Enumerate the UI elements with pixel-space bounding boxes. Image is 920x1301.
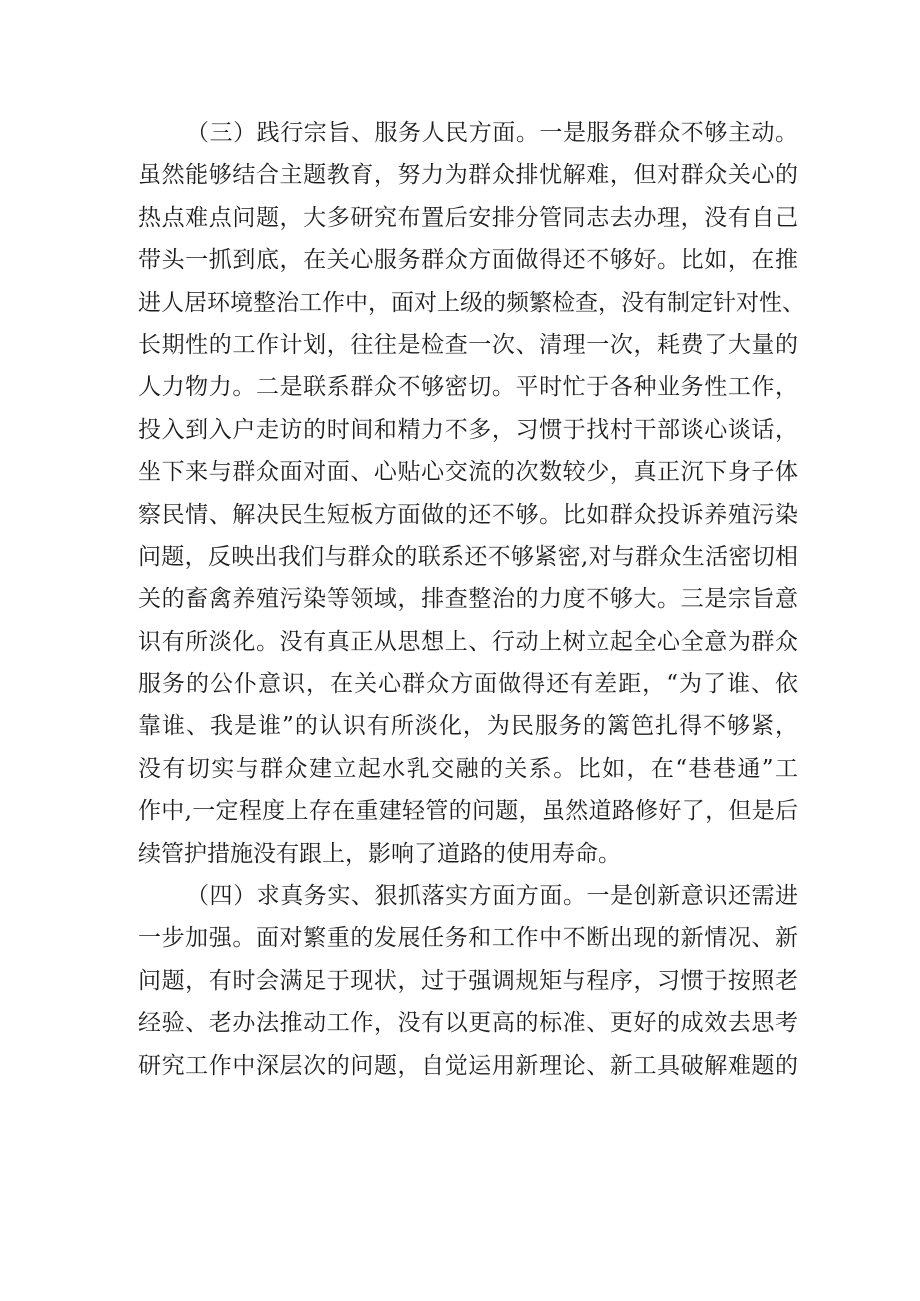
- document-body: [138, 112, 805, 1087]
- text-line: 带头一抓到底，在关心服务群众方面做得还不够好。比如，在推: [138, 247, 798, 274]
- text-line: 经验、老办法推动工作，没有以更高的标准、更好的成效去思考: [138, 1010, 798, 1037]
- text-line: 投入到入户走访的时间和精力不多，习惯于找村干部谈心谈话，: [138, 416, 798, 443]
- text-line: 续管护措施没有跟上，影响了道路的使用寿命。: [138, 840, 621, 867]
- text-line: 服务的公仆意识，在关心群众方面做得还有差距，“为了谁、依: [138, 671, 798, 698]
- text-line: 问题，反映出我们与群众的联系还不够紧密,对与群众生活密切相: [138, 543, 798, 570]
- text-line: 进人居环境整治工作中，面对上级的频繁检查，没有制定针对性、: [138, 289, 805, 316]
- text-line: 坐下来与群众面对面、心贴心交流的次数较少，真正沉下身子体: [138, 459, 798, 486]
- text-line: 关的畜禽养殖污染等领域，排查整治的力度不够大。三是宗旨意: [138, 586, 798, 613]
- text-line: 问题，有时会满足于现状，过于强调规矩与程序，习惯于按照老: [138, 967, 798, 994]
- text-line: 长期性的工作计划，往往是检查一次、清理一次，耗费了大量的: [138, 331, 798, 358]
- paragraph-section-3: [138, 112, 805, 875]
- text-line: 识有所淡化。没有真正从思想上、行动上树立起全心全意为群众: [138, 628, 798, 655]
- text-line: 热点难点问题，大多研究布置后安排分管同志去办理，没有自己: [138, 204, 798, 231]
- text-line: （三）践行宗旨、服务人民方面。一是服务群众不够主动。: [186, 120, 798, 146]
- text-line: 人力物力。二是联系群众不够密切。平时忙于各种业务性工作，: [138, 374, 798, 401]
- text-line: 虽然能够结合主题教育，努力为群众排忧解难，但对群众关心的: [138, 162, 798, 189]
- text-line: 靠谁、我是谁”的认识有所淡化，为民服务的篱笆扎得不够紧，: [138, 713, 798, 740]
- text-line: 一步加强。面对繁重的发展任务和工作中不断出现的新情况、新: [138, 925, 798, 952]
- text-line: 没有切实与群众建立起水乳交融的关系。比如，在“巷巷通”工: [138, 755, 798, 782]
- text-line: 作中,一定程度上存在重建轻管的问题，虽然道路修好了，但是后: [138, 798, 798, 825]
- text-line: 察民情、解决民生短板方面做的还不够。比如群众投诉养殖污染: [138, 501, 798, 528]
- paragraph-section-4: [138, 875, 798, 1087]
- text-line: 研究工作中深层次的问题，自觉运用新理论、新工具破解难题的: [138, 1052, 798, 1079]
- text-line: （四）求真务实、狠抓落实方面方面。一是创新意识还需进: [186, 883, 798, 910]
